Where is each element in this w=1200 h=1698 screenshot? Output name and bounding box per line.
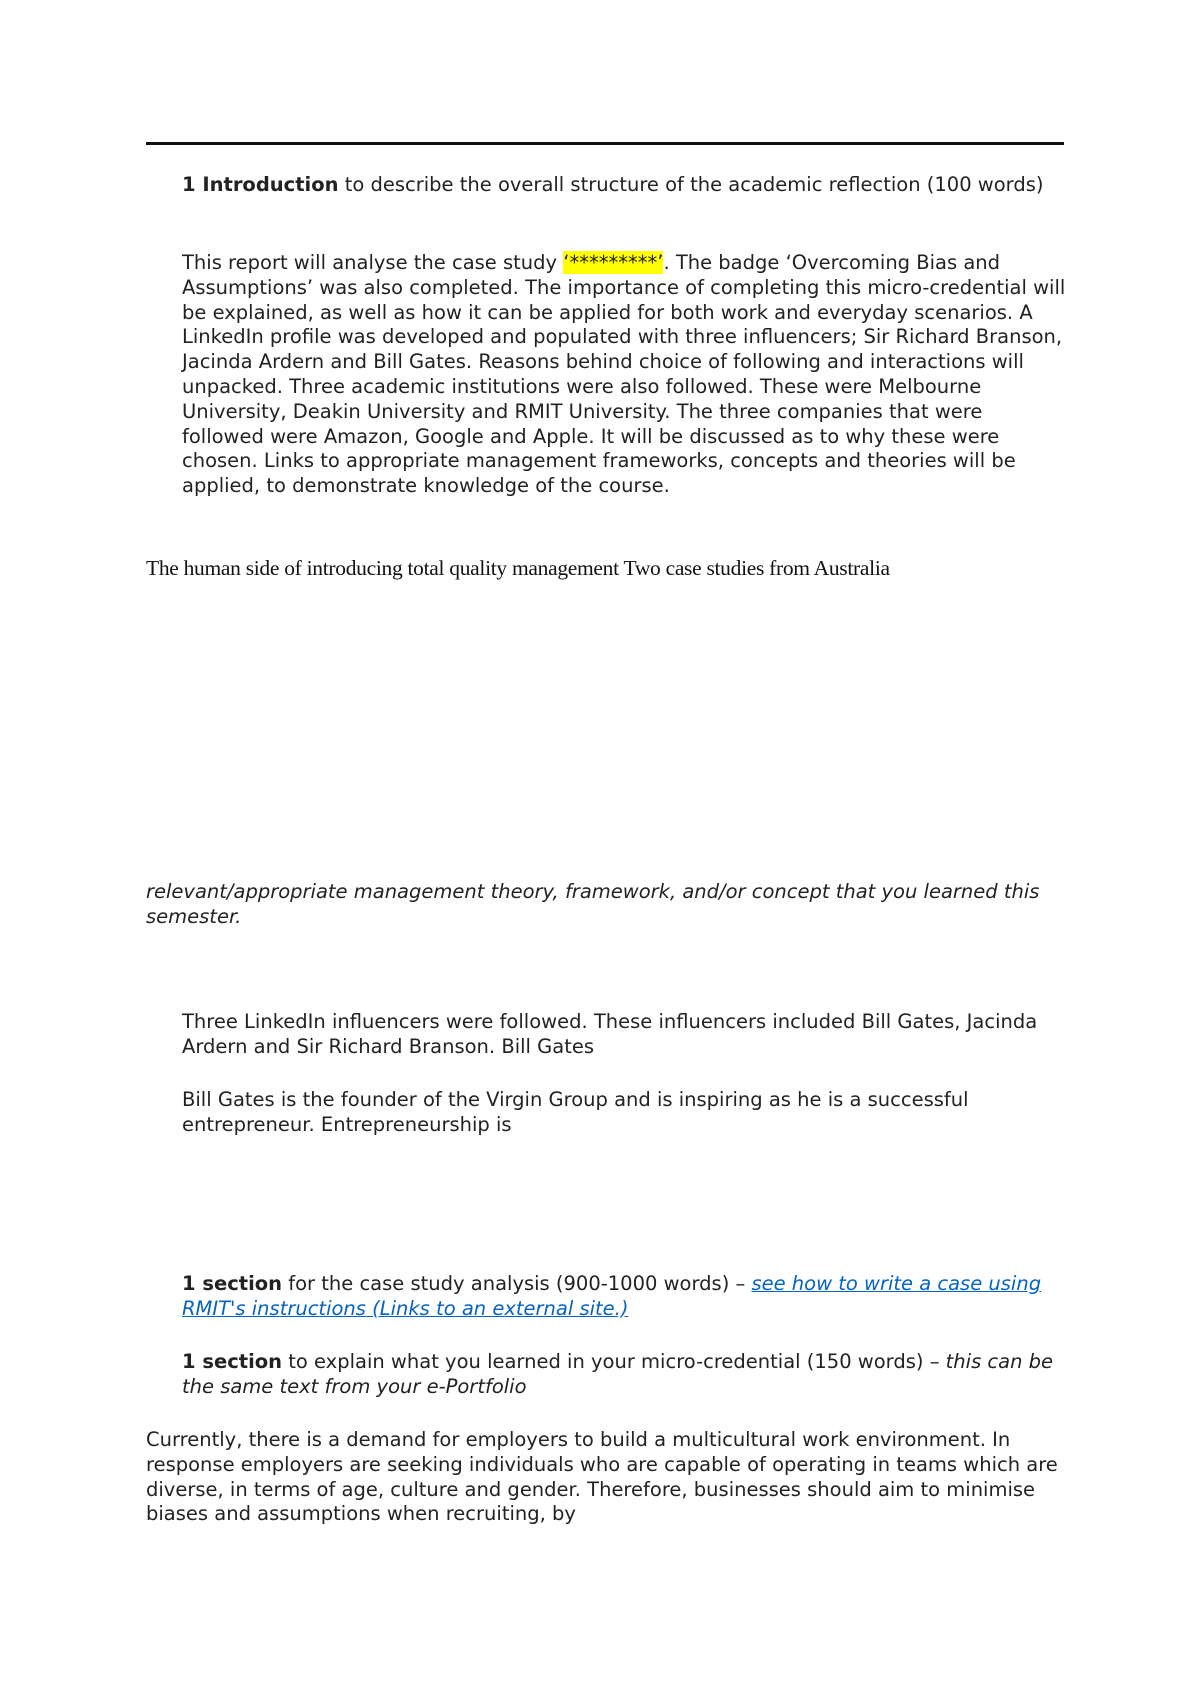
intro-text-rest: . The badge ‘Overcoming Bias and Assumptions’ was also completed. The importance of completing this micro-credential will be explained, as well as how it can be applied for both work and everyday scenarios. A LinkedIn profile was developed and populated with three influencers; Sir Richard Branson, Jacinda Ardern and Bill Gates. Reasons behind choice of following and interactions will unpacked. Three academic institutions were also followed. These were Melbourne University, Deakin University and RMIT University. The three companies that were followed were Amazon, Google and Apple. It will be discussed as to why these were chosen. Links to appropriate management frameworks, concepts and theories will be applied, to demonstrate knowledge of the course.: [182, 251, 1066, 498]
intro-paragraph: [182, 251, 1067, 499]
micro-section-italic: this can be the same text from your e-Portfolio: [182, 1350, 1054, 1398]
case-section-text: for the case study analysis (900-1000 words) –: [282, 1272, 752, 1295]
case-section-bold: 1 section: [182, 1272, 283, 1295]
intro-text-start: This report will analyse the case study: [182, 251, 564, 274]
bill-gates-paragraph: Bill Gates is the founder of the Virgin Group and is inspiring as he is a successful entrepreneur. Entrepreneurship is: [182, 1088, 969, 1136]
closing-paragraph: Currently, there is a demand for employers to build a multicultural work environment. In response employers are seeking individuals who are capable of operating in teams which are diverse, in terms of age, culture and gender. Therefore, businesses should aim to minimise biases and assumptions when recruiting, by: [146, 1428, 1058, 1526]
intro-heading: [182, 173, 1067, 198]
intro-heading-text: to describe the overall structure of the academic reflection (100 words): [338, 173, 1044, 196]
micro-credential-section: [182, 1350, 1067, 1400]
case-analysis-section: [182, 1272, 1067, 1322]
influencers-paragraph: Three LinkedIn influencers were followed. These influencers included Bill Gates, Jacinda Ardern and Sir Richard Branson. Bill Gates: [182, 1010, 1038, 1058]
intro-heading-bold: 1 Introduction: [182, 173, 339, 196]
micro-section-text: to explain what you learned in your micro-credential (150 words) –: [282, 1350, 946, 1373]
highlighted-case-name: ‘*********’: [563, 251, 664, 274]
micro-section-bold: 1 section: [182, 1350, 283, 1373]
header-rule: [146, 142, 1064, 145]
rmit-instructions-link[interactable]: see how to write a case using RMIT's instructions (Links to an external site.): [182, 1272, 1042, 1320]
theory-note: relevant/appropriate management theory, framework, and/or concept that you learned this semester.: [146, 880, 1040, 928]
case-study-title: The human side of introducing total quality management Two case studies from Australia: [146, 556, 890, 580]
